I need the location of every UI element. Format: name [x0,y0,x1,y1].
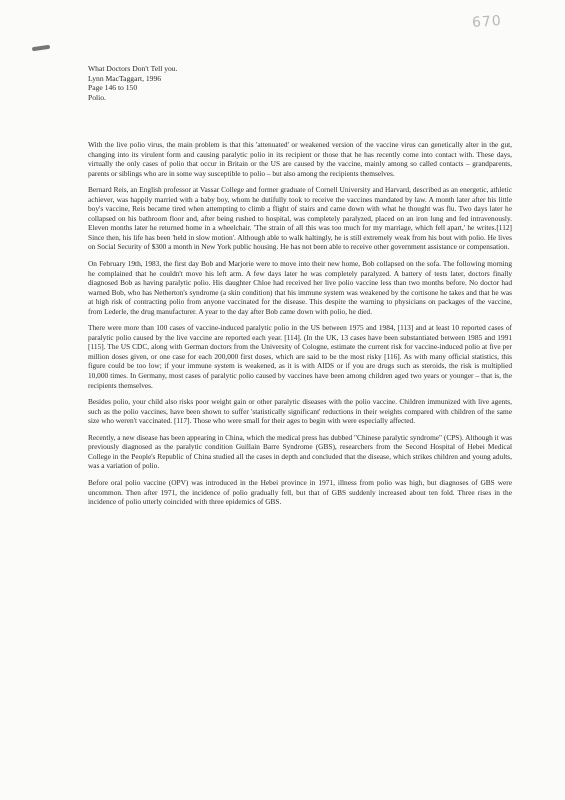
paragraph-6: Recently, a new disease has been appearing in China, which the medical press has dubbed "Chinese paralytic syndrome" (CPS). Although it was previously diagnosed as the paralytic condition Guillain Barre Syndrome (GBS), researchers from the Second Hospital of Hebei Medical College in the People's Republic of China studied all the cases in depth and concluded that the disease, which strikes children and young adults, was a variation of polio. [88,432,513,471]
header-subject: Polio. [88,92,106,102]
paragraph-4: There were more than 100 cases of vaccine-induced paralytic polio in the US between 1975 and 1984, [113] and at least 10 reported cases of paralytic polio caused by the live vaccine are reported each year. [114]. (In the UK, 13 cases have been substantiated between 1985 and 1991 [115]. The US CDC, along with German doctors from the University of Cologne, estimate the current risk for vaccine-induced polio at five per million doses given, or one case for each 200,000 first doses, which are said to be the most risky [116]. As with many official statistics, this figure could be too low; if your immune system is weakened, as it is with AIDS or if you are drugs such as steroids, the risk is multiplied 10,000 times. In Germany, most cases of paralytic polio caused by vaccines have been among children aged two years or younger – that is, the recipients themselves. [88,323,512,390]
paragraph-7: Before oral polio vaccine (OPV) was introduced in the Hebei province in 1971, illness from polio was high, but diagnoses of GBS were uncommon. Then after 1971, the incidence of polio gradually fell, but that of GBS suddenly increased about ten fold. Three rises in the incidence of polio utterly coincided with three epidemics of GBS. [88,477,512,507]
header-pages: Page 146 to 150 [88,83,138,93]
pen-mark [32,45,50,51]
document-header [88,64,508,102]
handwritten-page-number: 670 [471,12,503,32]
paragraph-1: With the live polio virus, the main problem is that this 'attenuated' or weakened version of the vaccine virus can genetically alter in the gut, changing into its virulent form and causing paralytic polio in its recipient or those that he has recently come into contact with. These days, virtually the only cases of polio that occur in Britain or the US are caused by the vaccine, mainly among so called contacts – grandparents, parents or siblings who are in some way susceptible to polio – but also among the recipients themselves. [88,140,512,178]
paragraph-3: On February 19th, 1983, the first day Bob and Marjorie were to move into their new home, Bob collapsed on the sofa. The following morning he complained that he couldn't move his left arm. A few days later he was completely paralyzed. A battery of tests later, doctors finally diagnosed Bob as having paralytic polio. His daughter Chloe had received her live polio vaccine less than two months before. No doctor had warned Bob, who has Netherton's syndrome (a skin condition) that his immune system was weakened by the cortisone he takes and that he was at high risk of contracting polio from anyone vaccinated for the disease. This despite the warning to physicians on packages of the vaccine, from Lederle, the drug manufacturer. A year to the day after Bob came down with polio, he died. [88,259,512,316]
paragraph-5: Besides polio, your child also risks poor weight gain or other paralytic diseases with the polio vaccine. Children immunized with live agents, such as the polio vaccines, have been shown to suffer 'statistically significant' reductions in their weights compared with children of the same size who weren't vaccinated. [117]. Those who were small for their ages to begin with were especially affected. [88,397,512,426]
paragraph-2: Bernard Reis, an English professor at Vassar College and former graduate of Cornell University and Harvard, described as an energetic, athletic achiever, was happily married with a baby boy, whom he dutifully took to receive the vaccines mandated by law. A month later after his little boy's vaccine, Reis became tired when attempting to climb a flight of stairs and came down with what he thought was flu. Two days later he collapsed on his bathroom floor and, after being rushed to hospital, was completely paralyzed, placed on an iron lung and fed intravenously. Eleven months later he returned home in a wheelchair. 'The strain of all this was too much for my marriage, which fell apart,' he writes.[112] Since then, his life has been 'held in slow motion'. Although able to walk haltingly, he is still extremely weak from his bout with polio. He lives on Social Security of $300 a month in New York public housing. He has not been able to receive other government assistance or compensation. [88,185,512,252]
header-title: What Doctors Don't Tell you. [88,64,178,73]
document-body [88,140,512,514]
header-author: Lynn MacTaggart, 1996 [88,73,162,83]
